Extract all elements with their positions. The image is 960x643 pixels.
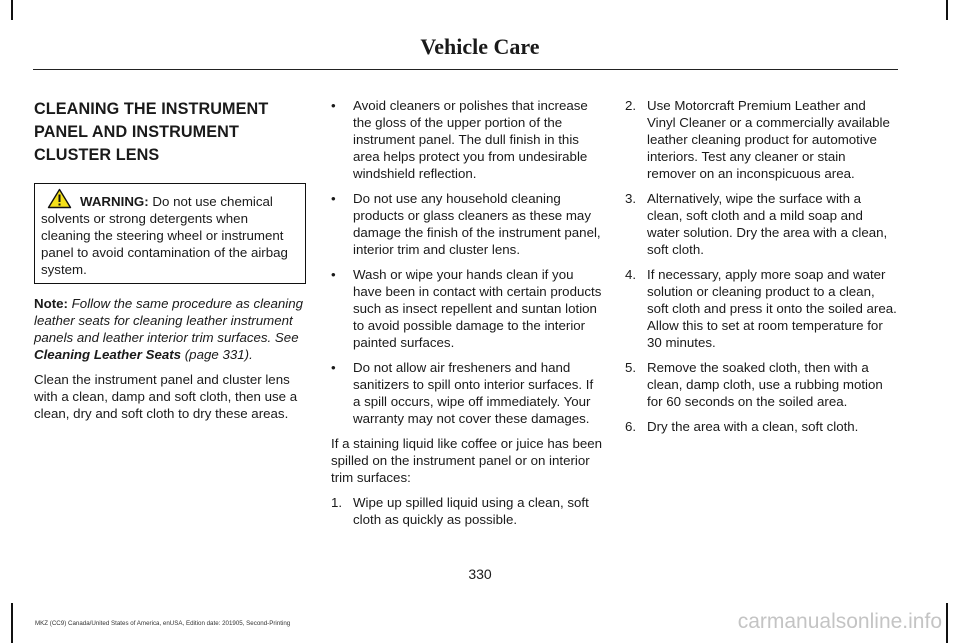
bullet-mark: • [331,191,336,206]
step-number: 2. [625,98,637,113]
section-title-line: CLEANING THE INSTRUMENT [34,100,269,118]
list-item [331,97,603,182]
section-title-line: CLUSTER LENS [34,146,160,164]
step-text: Dry the area with a clean, soft cloth. [647,419,859,434]
footer-edition-text: MKZ (CC9) Canada/United States of America, enUSA, Edition date: 201905, Second-Printing [35,620,291,627]
note-text: Follow the same procedure as cleaning leather seats for cleaning leather instrument panels and leather interior trim surfaces. See [34,296,304,345]
list-item [625,97,897,182]
step-number: 6. [625,419,637,434]
step-list [625,97,897,435]
left-column [34,98,306,430]
header-rule [33,69,898,70]
step-text: Wipe up spilled liquid using a clean, soft cloth as quickly as possible. [353,495,589,527]
step-number: 3. [625,191,637,206]
list-item [625,359,897,410]
bullet-mark: • [331,267,336,282]
note-label: Note: [34,296,68,311]
cross-reference-link[interactable]: Cleaning Leather Seats [34,347,182,362]
step-text: Alternatively, wipe the surface with a clean, soft cloth and a mild soap and water solution. Dry the area with a clean, soft cloth. [647,191,888,257]
intro-paragraph: If a staining liquid like coffee or juice has been spilled on the instrument panel or on interior trim surfaces: [331,436,603,485]
middle-column [331,97,603,536]
bullet-mark: • [331,360,336,375]
note-paragraph [34,295,306,363]
bullet-list [331,97,603,427]
section-title-line: PANEL AND INSTRUMENT [34,123,239,141]
body-paragraph: Clean the instrument panel and cluster lens with a clean, damp and soft cloth, then use a clean, dry and soft cloth to dry these areas. [34,372,298,421]
list-item [625,266,897,351]
page-number: 330 [468,566,492,582]
bullet-text: Do not use any household cleaning products or glass cleaners as these may damage the finish of the instrument panel, interior trim and cluster lens. [353,191,601,257]
bullet-text: Do not allow air fresheners and hand sanitizers to spill onto interior surfaces. If a spill occurs, wipe off immediately. Your warranty may not cover these damages. [353,360,594,426]
step-number: 1. [331,495,343,510]
warning-text: Do not use chemical solvents or strong detergents when cleaning the steering wheel or instrument panel to avoid contamination of the airbag system. [41,194,288,277]
list-item [625,190,897,258]
step-number: 5. [625,360,637,375]
bullet-text: Avoid cleaners or polishes that increase the gloss of the upper portion of the instrument panel. The dull finish in this area helps protect you from undesirable windshield reflection. [353,98,588,181]
watermark: carmanualsonline.info [737,610,942,633]
list-item [331,359,603,427]
crop-mark [11,603,13,643]
warning-label: WARNING: [80,194,149,209]
step-number: 4. [625,267,637,282]
list-item [331,494,603,528]
step-list [331,494,603,528]
step-text: If necessary, apply more soap and water solution or cleaning product to a clean, soft cloth and press it onto the soiled area. Allow this to set at room temperature for 30 minutes. [647,267,897,350]
bullet-mark: • [331,98,336,113]
crop-mark [946,603,948,643]
list-item [625,418,897,435]
warning-box [34,183,306,284]
right-column [625,97,897,443]
note-page-ref: (page 331). [181,347,253,362]
bullet-text: Wash or wipe your hands clean if you have been in contact with certain products such as insect repellent and suntan lotion to avoid possible damage to the interior painted surfaces. [353,267,602,350]
section-title [34,98,306,167]
warning-triangle-icon [47,188,72,209]
crop-mark [11,0,13,20]
step-text: Use Motorcraft Premium Leather and Vinyl Cleaner or a commercially available leather cleaning product for automotive interiors. Test any cleaner or stain remover on an inconspicuous area. [647,98,890,181]
step-text: Remove the soaked cloth, then with a clean, damp cloth, use a rubbing motion for 60 seconds on the soiled area. [647,360,883,409]
list-item [331,190,603,258]
list-item [331,266,603,351]
crop-mark [946,0,948,20]
page-header-title: Vehicle Care [420,34,540,59]
